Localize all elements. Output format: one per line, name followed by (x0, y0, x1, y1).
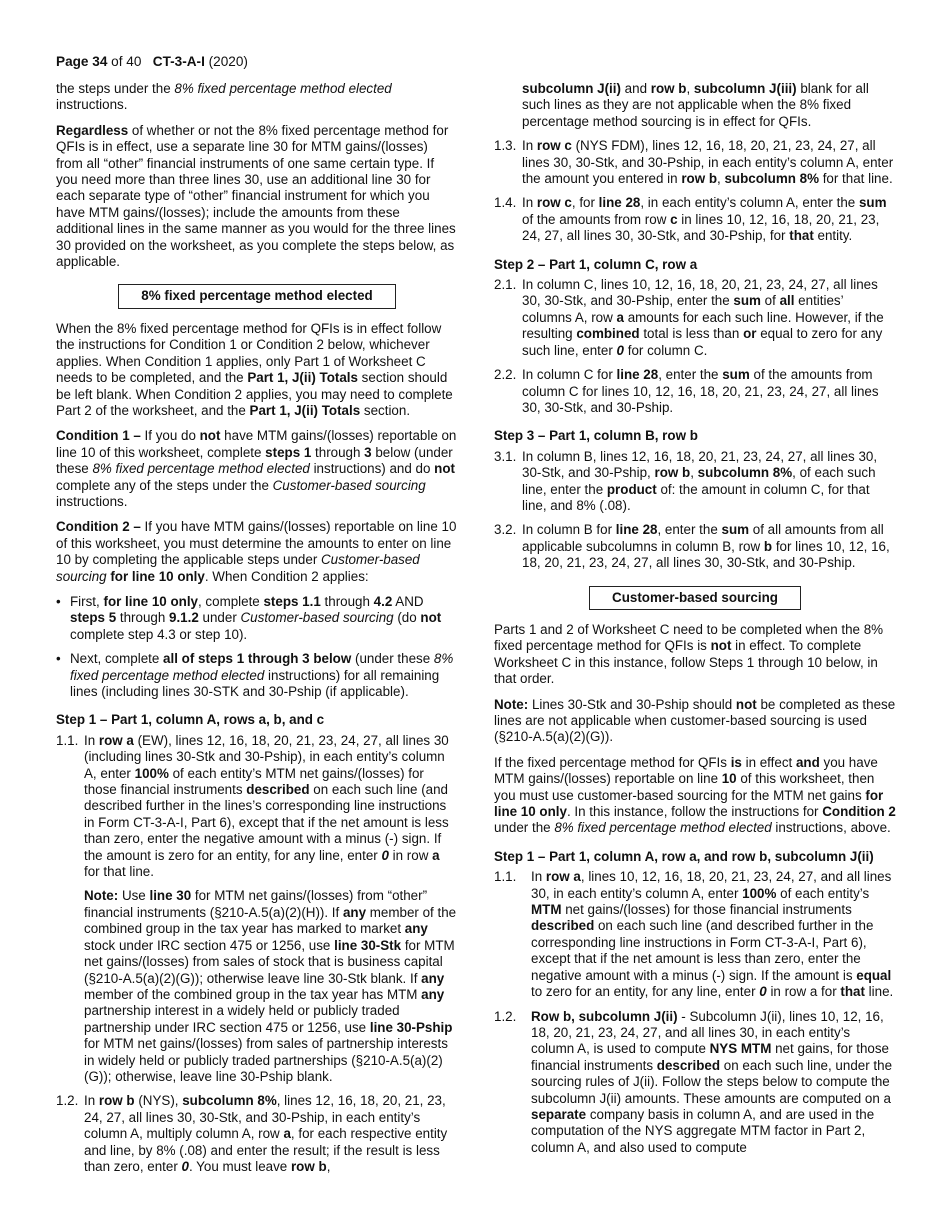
paragraph-regardless: Regardless of whether or not the 8% fixed percentage method for QFIs is in effect, use a separate line 30 for MTM gains/(losses) from all “other” financial instruments of one same certain type. If you need more than three lines 30, use an additional line 30 for each separate type of “other” financial instrument for which you have MTM gains/(losses); include the amounts from these additional lines in the same manner as you would for the three lines 30 provided on the worksheet, as you complete the steps below, as applicable. (56, 122, 456, 270)
left-column (56, 81, 458, 1183)
step-item: 3.2. In column B for line 28, enter the sum of all amounts from all applicable subcolumns in column B, row b for lines 10, 12, 16, 18, 20, 21, 23, 24, 27, all lines 30, 30-Stk, and 30-Pship. (494, 522, 890, 571)
step-item: 2.1. In column C, lines 10, 12, 16, 18, 20, 21, 23, 24, 27, all lines 30, 30-Stk, and 30-Pship, enter the sum of all entities’ columns A, row a amounts for each such line. However, if the resulting combined total is less than or equal to zero for any such line, enter 0 for column C. (494, 277, 884, 358)
step-item: 1.2. In row b (NYS), subcolumn 8%, lines 12, 16, 18, 20, 21, 23, 24, 27, all lines 30, 30-Stk, and 30-Pship, in each entity’s column A, multiply column A, row a, for each respective entity and line, by 8% (.08) and enter the result; if the result is less than zero, enter 0. You must leave row b, (56, 1093, 448, 1174)
step-heading: Step 2 – Part 1, column C, row a (494, 256, 698, 272)
step-heading: Step 1 – Part 1, column A, row a, and row b, subcolumn J(ii) (494, 848, 874, 864)
step-item: 1.3. In row c (NYS FDM), lines 12, 16, 18, 20, 21, 23, 24, 27, all lines 30, 30-Stk, and 30-Pship, in each entity’s column A, enter the amount you entered in row b, subcolumn 8% for that line. (494, 138, 894, 187)
paragraph-8pct-intro: When the 8% fixed percentage method for QFIs is in effect follow the instructions for Condition 1 or Condition 2 below, whichever applies. When Condition 1 applies, only Part 1 of Worksheet C needs to be completed, and the Part 1, J(ii) Totals section should be left blank. When Condition 2 applies, you may need to complete Part 2 of the worksheet, and the Part 1, J(ii) Totals section. (56, 320, 453, 418)
step-continued: subcolumn J(ii) and row b, subcolumn J(iii) blank for all such lines as they are not applicable when the 8% fixed percentage method sourcing is in effect for QFIs. (522, 81, 869, 129)
paragraph-condition-1: Condition 1 – If you do not have MTM gains/(losses) reportable on line 10 of this worksheet, complete steps 1 through 3 below (under these 8% fixed percentage method elected instructions) and do not complete any of the steps under the Customer-based sourcing instructions. (56, 428, 457, 509)
form-year: (2020) (204, 54, 248, 69)
step-item: 3.1. In column B, lines 12, 16, 18, 20, 21, 23, 24, 27, all lines 30, 30-Stk, and 30-Pship, row b, subcolumn 8%, of each such line, enter the product of: the amount in column C, for that line, and 8% (.08). (494, 448, 878, 513)
step-item: 1.2. Row b, subcolumn J(ii) - Subcolumn J(ii), lines 10, 12, 16, 18, 20, 21, 23, 24, 27, and all lines 30, in each entity’s column A, is used to compute NYS MTM net gains, for those financial instruments described on each such line, under the sourcing rules of J(ii). Follow the steps below to compute the subcolumn J(ii) amounts. These amounts are computed on a separate company basis in column A, and are used in the computation of the NYS aggregate MTM factor in Part 2, column A, and also used to compute (494, 1008, 893, 1155)
paragraph-fixed-in-effect: If the fixed percentage method for QFIs is in effect and you have MTM gains/(losses) reportable on line 10 of this worksheet, then you must use customer-based sourcing for the MTM net gains for line 10 only. In this instance, follow the instructions for Condition 2 under the 8% fixed percentage method elected instructions, above. (494, 754, 896, 836)
step-item: 1.4. In row c, for line 28, in each entity’s column A, enter the sum of the amounts from row c in lines 10, 12, 16, 18, 20, 21, 23, 24, 27, all lines 30, 30-Stk, and 30-Pship, for that entity. (494, 195, 887, 244)
bullet-item: • First, for line 10 only, complete steps 1.1 through 4.2 AND steps 5 through 9.1.2 under Customer-based sourcing (do not complete step 4.3 or step 10). (56, 593, 442, 642)
bullet-icon: • (56, 593, 61, 609)
section-title-8pct: 8% fixed percentage method elected (118, 284, 395, 308)
step-item: 1.1. In row a (EW), lines 12, 16, 18, 20, 21, 23, 24, 27, all lines 30 (including lines 30-Stk and 30-Pship), in each entity’s column A, enter 100% of each entity’s MTM net gains/(losses) for those financial instruments described on each such line (and described further in the lines’s corresponding line instructions in Form CT-3-A-I, Part 6), except that if the net amount is less than zero, enter the negative amount with a minus (-) sign. If the amount is zero for an entity, for any line, enter 0 in row a for that line. (56, 732, 449, 880)
paragraph-continued: the steps under the 8% fixed percentage method elected instructions. (56, 81, 392, 113)
paragraph-condition-2: Condition 2 – If you have MTM gains/(losses) reportable on line 10 of this worksheet, you must determine the amounts to enter on line 10 by completing the applicable steps under Customer-based sourcing for line 10 only. When Condition 2 applies: (56, 519, 457, 584)
bullet-icon: • (56, 651, 61, 667)
step-item: 1.1. In row a, lines 10, 12, 16, 18, 20, 21, 23, 24, 27, and all lines 30, in each entity’s column A, enter 100% of each entity’s MTM net gains/(losses) for those financial instruments described on each such line (and described further in the corresponding line instructions in Form CT-3-A-I, Part 6), except that if the net amount is less than zero, enter the negative amount with a minus (-) sign. If the amount is equal to zero for an entity, for any line, enter 0 in row a for that line. (494, 869, 894, 1000)
paragraph-customer-intro: Parts 1 and 2 of Worksheet C need to be completed when the 8% fixed percentage method for QFIs is not in effect. To complete Worksheet C in this instance, follow Steps 1 through 10 below, in that order. (494, 621, 884, 687)
right-column (494, 81, 896, 1164)
form-id: CT-3-A-I (152, 54, 205, 69)
step-note: Note: Use line 30 for MTM net gains/(losses) from “other” financial instruments (§210-A.5(a)(2)(H)). If any member of the combined group in the tax year has marked to market any stock under IRC section 475 or 1256, use line 30-Stk for MTM net gains/(losses) from sales of stock that is business capital (§210-A.5(a)(2)(G)); otherwise leave line 30-Stk blank. If any member of the combined group in the tax year has MTM any partnership interest in a widely held or publicly traded partnership under IRC section 475 or 1256, use line 30-Pship for MTM net gains/(losses) from sales of partnership interests in widely held or publicly traded partnerships (§210-A.5(a)(2)(G)); otherwise, leave line 30-Pship blank. (84, 888, 457, 1084)
page-total: of 40 (107, 54, 142, 69)
section-title-customer-based: Customer-based sourcing (589, 586, 801, 610)
bullet-item: • Next, complete all of steps 1 through 3 below (under these 8% fixed percentage method elected instructions) for all remaining lines (including lines 30-STK and 30-Pship (if applicable). (56, 651, 454, 699)
step-heading: Step 1 – Part 1, column A, rows a, b, and c (56, 712, 325, 728)
page-header (56, 54, 248, 70)
page-number: Page 34 (56, 54, 108, 69)
paragraph-note: Note: Lines 30-Stk and 30-Pship should not be completed as these lines are not applicable when customer-based sourcing is used (§210-A.5(a)(2)(G)). (494, 696, 896, 745)
step-heading: Step 3 – Part 1, column B, row b (494, 428, 698, 444)
step-item: 2.2. In column C for line 28, enter the sum of the amounts from column C for lines 10, 12, 16, 18, 20, 21, 23, 24, 27, all lines 30, 30-Stk, and 30-Pship. (494, 367, 879, 415)
